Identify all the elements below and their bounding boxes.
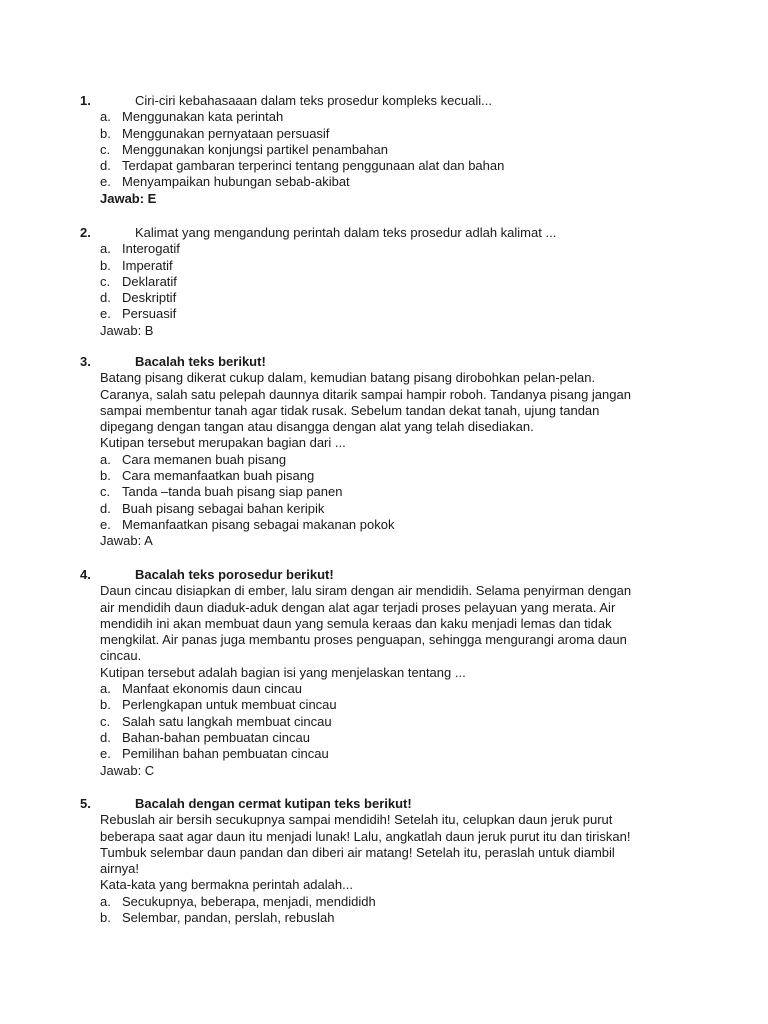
option-a — [80, 894, 680, 910]
passage-line: dipegang dengan tangan atau disangga dengan alat yang telah disediakan. — [100, 419, 534, 435]
option-text: Pemilihan bahan pembuatan cincau — [122, 746, 329, 762]
option-text: Cara memanen buah pisang — [122, 451, 287, 467]
option-letter: b. — [100, 910, 111, 926]
option-text: Deklaratif — [122, 273, 177, 289]
question-number: 2. — [80, 225, 91, 240]
passage-line: Daun cincau disiapkan di ember, lalu siram dengan air mendidih. Selama penyirman dengan — [100, 583, 632, 599]
option-letter: c. — [100, 273, 111, 289]
option-c — [80, 714, 680, 730]
question-number: 4. — [80, 567, 91, 582]
passage-line: Batang pisang dikerat cukup dalam, kemudian batang pisang dirobohkan pelan-pelan. — [100, 370, 596, 386]
option-letter: d. — [100, 290, 111, 306]
option-a — [80, 681, 680, 697]
option-text: Buah pisang sebagai bahan keripik — [122, 500, 325, 516]
option-b — [80, 468, 680, 484]
passage — [80, 583, 680, 681]
question-header — [80, 93, 680, 109]
option-d — [80, 501, 680, 517]
option-letter: a. — [100, 109, 111, 125]
option-b — [80, 258, 680, 274]
option-letter: b. — [100, 468, 111, 484]
option-text: Terdapat gambaran terperinci tentang penggunaan alat dan bahan — [122, 158, 505, 174]
passage-line: sampai membentur tanah agar tidak rusak. Sebelum tandan dekat tanah, ujung tandan — [100, 402, 600, 418]
passage — [80, 370, 680, 451]
passage — [80, 812, 680, 893]
option-text: Interogatif — [122, 241, 180, 257]
answer-key: Jawab: E — [100, 190, 157, 206]
option-a — [80, 452, 680, 468]
question-number: 1. — [80, 93, 91, 108]
question-title: Bacalah dengan cermat kutipan teks berikut! — [135, 796, 412, 811]
option-letter: b. — [100, 257, 111, 273]
question-5 — [80, 796, 680, 926]
option-b — [80, 697, 680, 713]
option-letter: b. — [100, 125, 111, 141]
option-letter: d. — [100, 500, 111, 516]
option-text: Menggunakan pernyataan persuasif — [122, 125, 330, 141]
option-text: Tanda –tanda buah pisang siap panen — [122, 484, 343, 500]
option-e — [80, 517, 680, 533]
option-letter: c. — [100, 713, 111, 729]
option-text: Cara memanfaatkan buah pisang — [122, 468, 315, 484]
passage-line: Rebuslah air bersih secukupnya sampai mendidih! Setelah itu, celupkan daun jeruk purut — [100, 812, 613, 828]
answer-key: Jawab: C — [100, 762, 155, 778]
option-text: Manfaat ekonomis daun cincau — [122, 681, 302, 697]
option-d — [80, 290, 680, 306]
answer-key: Jawab: B — [100, 322, 154, 338]
question-prompt: Kata-kata yang bermakna perintah adalah... — [100, 877, 353, 893]
question-title: Kalimat yang mengandung perintah dalam teks prosedur adlah kalimat ... — [135, 225, 557, 240]
option-text: Imperatif — [122, 257, 173, 273]
option-letter: b. — [100, 697, 111, 713]
question-4 — [80, 567, 680, 779]
question-1 — [80, 93, 680, 207]
option-text: Memanfaatkan pisang sebagai makanan pokok — [122, 516, 395, 532]
option-e — [80, 174, 680, 190]
option-letter: d. — [100, 158, 111, 174]
answer-key: Jawab: A — [100, 533, 153, 549]
question-number: 3. — [80, 354, 91, 369]
question-number: 5. — [80, 796, 91, 811]
question-prompt: Kutipan tersebut merupakan bagian dari ... — [100, 435, 346, 451]
option-letter: a. — [100, 681, 111, 697]
option-text: Selembar, pandan, perslah, rebuslah — [122, 910, 335, 926]
option-text: Bahan-bahan pembuatan cincau — [122, 729, 310, 745]
passage-line: beberapa saat agar daun itu menjadi lunak! Lalu, angkatlah daun jeruk purut itu dan tiriskan! — [100, 828, 631, 844]
option-text: Perlengkapan untuk membuat cincau — [122, 697, 337, 713]
option-letter: a. — [100, 241, 111, 257]
option-e — [80, 746, 680, 762]
question-title: Ciri-ciri kebahasaaan dalam teks prosedur kompleks kecuali... — [135, 93, 492, 108]
option-e — [80, 306, 680, 322]
option-letter: d. — [100, 729, 111, 745]
option-letter: c. — [100, 484, 111, 500]
option-a — [80, 109, 680, 125]
option-letter: a. — [100, 893, 111, 909]
option-c — [80, 142, 680, 158]
question-2 — [80, 225, 680, 339]
passage-line: mendidih ini akan membuat daun yang semula keraas dan kaku menjadi lemas dan tidak — [100, 615, 612, 631]
question-header — [80, 567, 680, 583]
option-text: Deskriptif — [122, 290, 177, 306]
option-letter: e. — [100, 306, 111, 322]
passage-line: cincau. — [100, 648, 142, 664]
option-letter: c. — [100, 141, 111, 157]
option-letter: e. — [100, 516, 111, 532]
question-header — [80, 225, 680, 241]
option-letter: e. — [100, 174, 111, 190]
option-text: Menggunakan konjungsi partikel penambahan — [122, 141, 388, 157]
option-d — [80, 158, 680, 174]
option-b — [80, 910, 680, 926]
option-text: Menggunakan kata perintah — [122, 109, 284, 125]
passage-line: Tumbuk selembar daun pandan dan diberi air matang! Setelah itu, peraslah untuk diambil — [100, 844, 615, 860]
option-d — [80, 730, 680, 746]
passage-line: air mendidih daun diaduk-aduk dengan alat agar terjadi proses pelayuan yang merata. Air — [100, 599, 616, 615]
question-title: Bacalah teks porosedur berikut! — [135, 567, 334, 582]
question-prompt: Kutipan tersebut adalah bagian isi yang menjelaskan tentang ... — [100, 664, 466, 680]
option-letter: e. — [100, 746, 111, 762]
option-letter: a. — [100, 451, 111, 467]
passage-line: Caranya, salah satu pelepah daunnya ditarik sampai hampir roboh. Tandanya pisang jangan — [100, 386, 631, 402]
option-text: Persuasif — [122, 306, 177, 322]
option-text: Secukupnya, beberapa, menjadi, mendididh — [122, 893, 376, 909]
option-b — [80, 126, 680, 142]
option-c — [80, 274, 680, 290]
question-header — [80, 354, 680, 370]
option-text: Menyampaikan hubungan sebab-akibat — [122, 174, 350, 190]
question-title: Bacalah teks berikut! — [135, 354, 266, 369]
question-header — [80, 796, 680, 812]
passage-line: mengkilat. Air panas juga membantu proses penguapan, sehingga mengurangi aroma daun — [100, 632, 627, 648]
option-c — [80, 484, 680, 500]
passage-line: airnya! — [100, 861, 140, 877]
question-3 — [80, 354, 680, 550]
option-a — [80, 241, 680, 257]
option-text: Salah satu langkah membuat cincau — [122, 713, 332, 729]
